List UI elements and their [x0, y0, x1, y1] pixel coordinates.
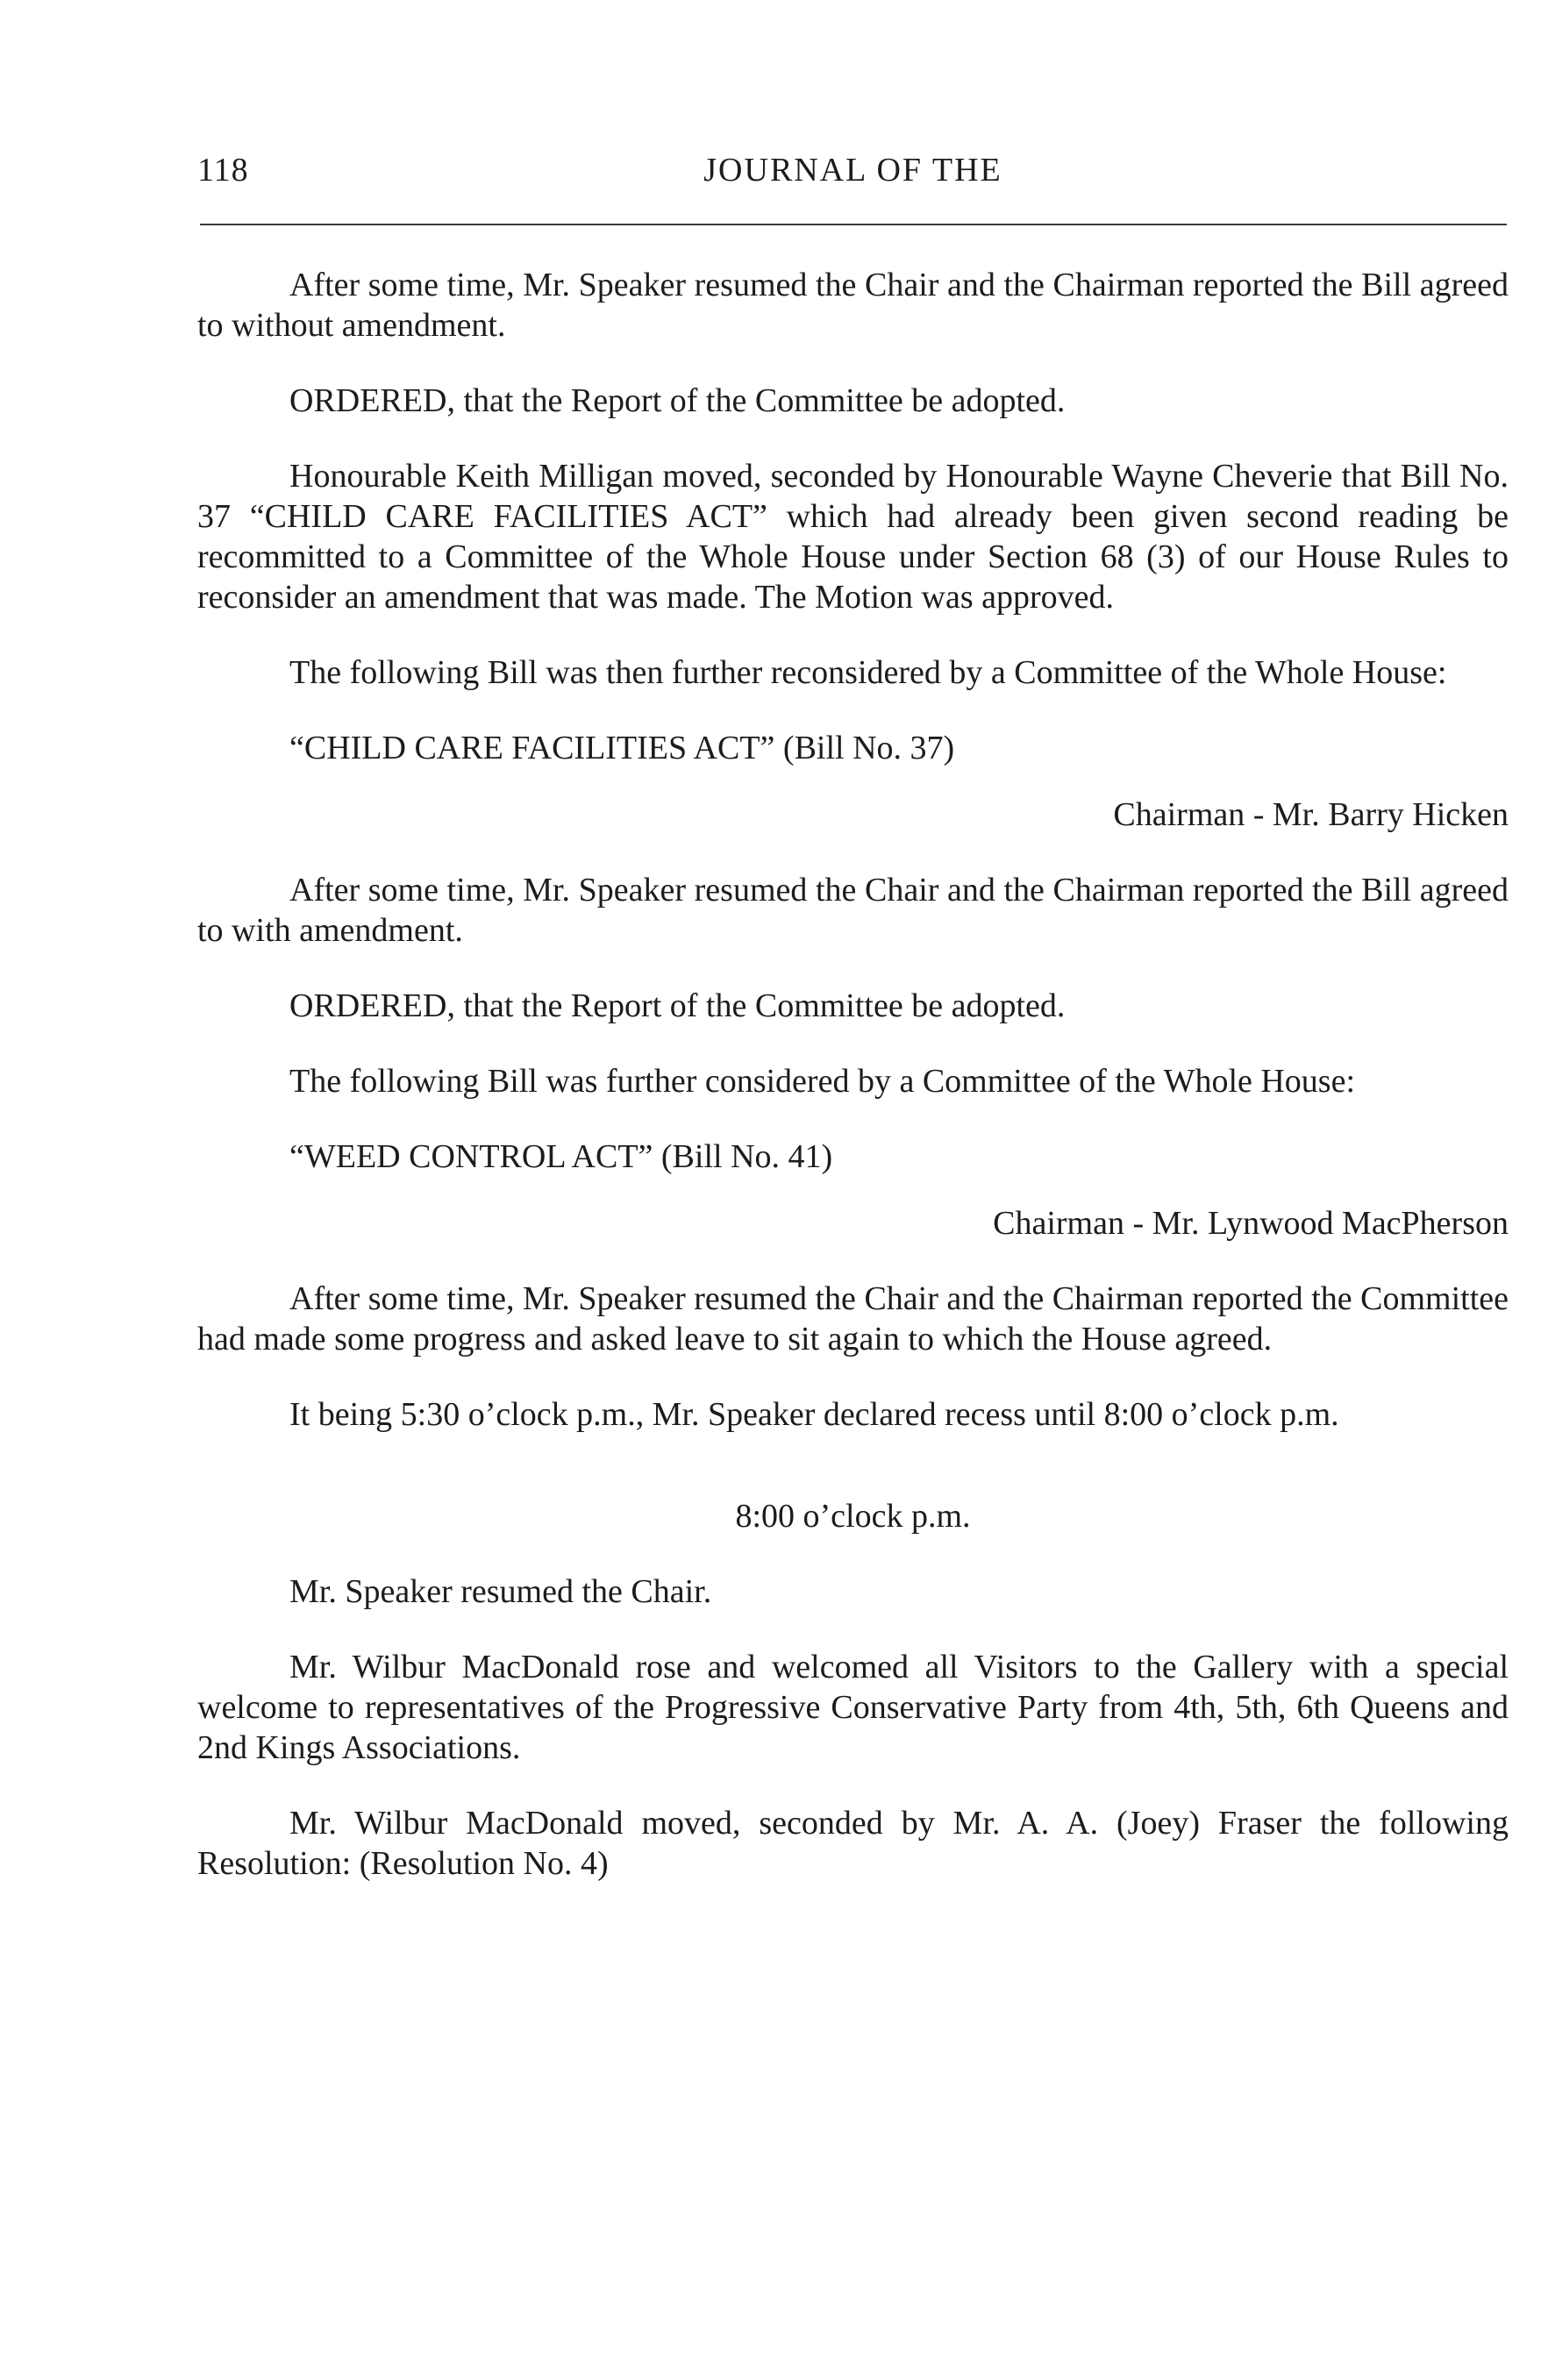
header-rule [200, 224, 1507, 225]
journal-body [197, 265, 1509, 1919]
paragraph-ordered-report-adopted: ORDERED, that the Report of the Committee be adopted. [289, 382, 1066, 419]
chairman-barry-hicken: Chairman - Mr. Barry Hicken [1113, 796, 1509, 833]
bill-title-weed-control: “WEED CONTROL ACT” (Bill No. 41) [289, 1138, 833, 1175]
paragraph-bill-further-considered: The following Bill was further considered by a Committee of the Whole House: [289, 1063, 1356, 1100]
chairman-lynwood-macpherson: Chairman - Mr. Lynwood MacPherson [993, 1205, 1509, 1242]
paragraph-speaker-resumed: Mr. Speaker resumed the Chair. [289, 1573, 712, 1610]
paragraph-welcome-visitors: Mr. Wilbur MacDonald rose and welcomed all Visitors to the Gallery with a special welcome to representatives of the Progressive Conservative Party from 4th, 5th, 6th Queens and 2nd Kings Associations. [197, 1649, 1509, 1766]
paragraph-committee-progress: After some time, Mr. Speaker resumed the Chair and the Chairman reported the Committee had made some progress and asked leave to sit again to which the House agreed. [197, 1280, 1509, 1357]
bill-title-child-care: “CHILD CARE FACILITIES ACT” (Bill No. 37) [289, 730, 955, 766]
paragraph-report-without-amendment: After some time, Mr. Speaker resumed the Chair and the Chairman reported the Bill agreed to without amendment. [197, 267, 1509, 344]
page-header [197, 151, 1509, 203]
paragraph-recess: It being 5:30 o’clock p.m., Mr. Speaker declared recess until 8:00 o’clock p.m. [289, 1396, 1339, 1433]
paragraph-ordered-report-adopted-2: ORDERED, that the Report of the Committee be adopted. [289, 987, 1066, 1024]
paragraph-recommittal-motion: Honourable Keith Milligan moved, seconded by Honourable Wayne Cheverie that Bill No. 37 “CHILD CARE FACILITIES ACT” which had already been given second reading be recommitted to a Committee of the Whole House under Section 68 (3) of our House Rules to reconsider an amendment that was made. The Motion was approved. [197, 458, 1509, 616]
paragraph-report-with-amendment: After some time, Mr. Speaker resumed the Chair and the Chairman reported the Bill agreed to with amendment. [197, 872, 1509, 949]
page-number: 118 [197, 152, 249, 189]
evening-session-time: 8:00 o’clock p.m. [735, 1498, 971, 1535]
paragraph-resolution-motion: Mr. Wilbur MacDonald moved, seconded by Mr. A. A. (Joey) Fraser the following Resolution: (Resolution No. 4) [197, 1805, 1509, 1882]
paragraph-bill-reconsidered: The following Bill was then further reconsidered by a Committee of the Whole House: [289, 654, 1447, 691]
running-head: JOURNAL OF THE [703, 152, 1002, 189]
